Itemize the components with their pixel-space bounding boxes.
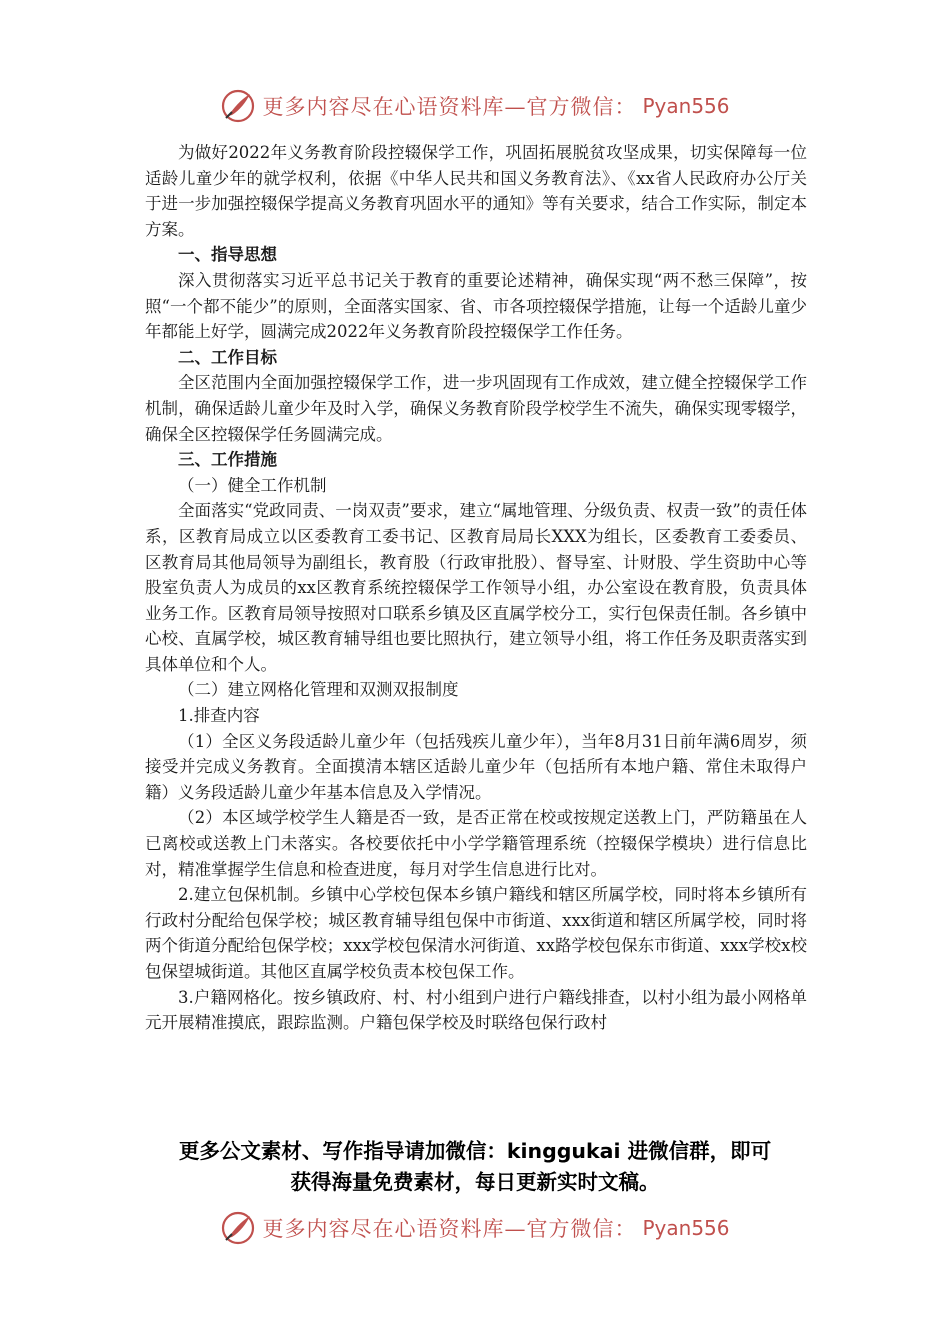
header-banner (0, 86, 950, 126)
paragraph: 为做好2022年义务教育阶段控辍保学工作，巩固拓展脱贫攻坚成果，切实保障每一位适龄儿童少年的就学权利，依据《中华人民共和国义务教育法》、《xx省人民政府办公厅关于进一步加强控辍保学提高义务教育巩固水平的通知》等有关要求，结合工作实际，制定本方案。 (145, 143, 807, 239)
promo-notice (120, 1136, 830, 1198)
paragraph: 全区范围内全面加强控辍保学工作，进一步巩固现有工作成效，建立健全控辍保学工作机制，确保适龄儿童少年及时入学，确保义务教育阶段学校学生不流失，确保实现零辍学，确保全区控辍保学任务圆满完成。 (145, 373, 807, 444)
paragraph: （1）全区义务段适龄儿童少年（包括残疾儿童少年），当年8月31日前年满6周岁，须接受并完成义务教育。全面摸清本辖区适龄儿童少年（包括所有本地户籍、常住未取得户籍）义务段适龄儿童少年基本信息及入学情况。 (145, 731, 807, 802)
paragraph: （2）本区域学校学生人籍是否一致，是否正常在校或按规定送教上门，严防籍虽在人已离校或送教上门未落实。各校要依托中小学学籍管理系统（控辍保学模块）进行信息比对，精准掌握学生信息和检查进度，每月对学生信息进行比对。 (145, 808, 807, 879)
document-body (145, 140, 807, 1036)
paragraph: 2.建立包保机制。乡镇中心学校包保本乡镇户籍线和辖区所属学校，同时将本乡镇所有行政村分配给包保学校；城区教育辅导组包保中市街道、xxx街道和辖区所属学校，同时将两个街道分配给包保学校；xxx学校包保清水河街道、xx路学校包保东市街道、xxx学校x校包保望城街道。其他区直属学校负责本校包保工作。 (145, 885, 807, 981)
paragraph: （二）建立网格化管理和双测双报制度 (178, 680, 459, 700)
paragraph: 深入贯彻落实习近平总书记关于教育的重要论述精神，确保实现“两不愁三保障”，按照“一个都不能少”的原则，全面落实国家、省、市各项控辍保学措施，让每一个适龄儿童少年都能上好学，圆满完成2022年义务教育阶段控辍保学工作任务。 (145, 270, 807, 342)
paragraph: （一）健全工作机制 (178, 475, 327, 495)
footer-banner (0, 1208, 950, 1248)
promo-line-1: 更多公文素材、写作指导请加微信：kinggukai 进微信群，即可 (178, 1139, 772, 1163)
banner-text: 更多内容尽在心语资料库—官方微信： (262, 1217, 637, 1241)
paragraph: 1.排查内容 (178, 706, 260, 726)
quill-logo-icon (220, 88, 256, 124)
banner-wechat-id: Pyan556 (642, 1216, 730, 1240)
banner-text: 更多内容尽在心语资料库—官方微信： (262, 95, 637, 119)
promo-line-2: 获得海量免费素材，每日更新实时文稿。 (290, 1170, 660, 1194)
paragraph: 3.户籍网格化。按乡镇政府、村、村小组到户进行户籍线排查，以村小组为最小网格单元开展精准摸底，跟踪监测。户籍包保学校及时联络包保行政村 (145, 987, 807, 1033)
paragraph: 全面落实“党政同责、一岗双责”要求，建立“属地管理、分级负责、权责一致”的责任体系，区教育局成立以区委教育工委书记、区教育局局长XXX为组长，区委教育工委委员、区教育局其他局领导为副组长，教育股（行政审批股）、督导室、计财股、学生资助中心等股室负责人为成员的xx区教育系统控辍保学工作领导小组，办公室设在教育股，负责具体业务工作。区教育局领导按照对口联系乡镇及区直属学校分工，实行包保责任制。各乡镇中心校、直属学校，城区教育辅导组也要比照执行，建立领导小组，将工作任务及职责落实到具体单位和个人。 (145, 501, 807, 674)
quill-logo-icon (220, 1210, 256, 1246)
section-heading: 二、工作目标 (178, 347, 277, 367)
section-heading: 三、工作措施 (178, 450, 277, 470)
banner-wechat-id: Pyan556 (642, 94, 730, 118)
section-heading: 一、指导思想 (178, 245, 277, 265)
